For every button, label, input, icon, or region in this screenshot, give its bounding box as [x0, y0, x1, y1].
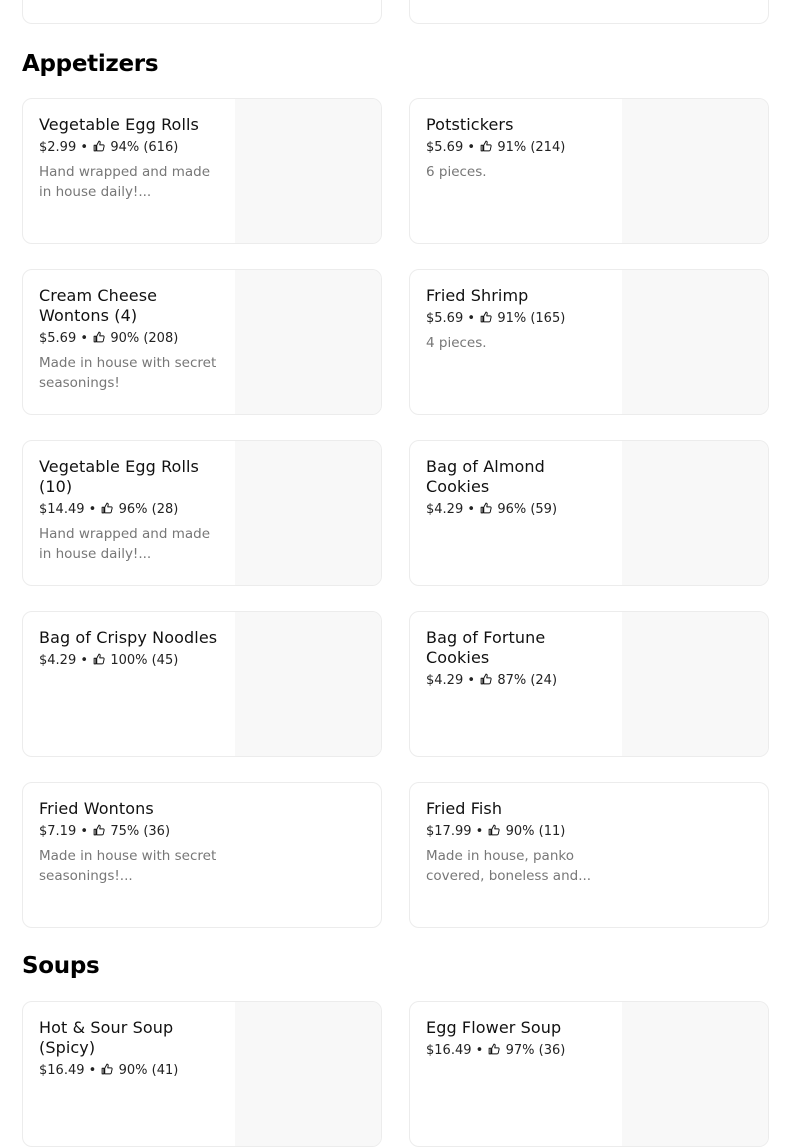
item-rating: 87% (24): [497, 673, 558, 688]
item-meta: [39, 823, 225, 840]
item-meta: [39, 330, 225, 347]
item-name: Fried Fish: [426, 799, 503, 818]
item-rating: 100% (45): [110, 653, 179, 668]
item-name: Potstickers: [426, 115, 514, 134]
item-name: Fried Shrimp: [426, 286, 529, 305]
separator-dot: •: [80, 140, 89, 155]
menu-item-card[interactable]: [409, 1001, 769, 1147]
item-meta: [426, 139, 612, 156]
thumbs-up-icon: [480, 311, 492, 323]
item-description: 6 pieces.: [426, 164, 487, 180]
item-name: Vegetable Egg Rolls (10): [39, 457, 199, 496]
separator-dot: •: [467, 673, 476, 688]
thumbs-up-icon: [480, 140, 492, 152]
item-image: [235, 99, 381, 243]
thumbs-up-icon: [480, 673, 492, 685]
menu-item-text: [39, 799, 225, 886]
item-rating: 90% (41): [118, 1063, 179, 1078]
item-price: $14.49: [39, 502, 85, 517]
menu-item-text: [39, 115, 225, 202]
item-description: Hand wrapped and made in house daily!...: [39, 164, 210, 200]
item-price: $5.69: [426, 311, 464, 326]
item-price: $4.29: [39, 653, 77, 668]
section-title: Appetizers: [22, 51, 159, 77]
item-description: Made in house with secret seasonings!...: [39, 848, 217, 884]
menu-item-card[interactable]: [22, 98, 382, 244]
thumbs-up-icon: [101, 502, 113, 514]
item-meta: [426, 672, 612, 689]
item-image: [235, 441, 381, 585]
separator-dot: •: [475, 824, 484, 839]
item-image: [235, 612, 381, 756]
menu-item-card[interactable]: [409, 782, 769, 928]
item-price: $4.29: [426, 673, 464, 688]
item-name: Bag of Almond Cookies: [426, 457, 545, 496]
item-rating: 90% (11): [505, 824, 566, 839]
item-price: $5.69: [39, 331, 77, 346]
separator-dot: •: [467, 311, 476, 326]
item-image: [235, 270, 381, 414]
previous-item-card[interactable]: [409, 0, 769, 24]
item-name: Bag of Fortune Cookies: [426, 628, 546, 667]
item-description: 4 pieces.: [426, 335, 487, 351]
item-meta: [39, 139, 225, 156]
item-image: [622, 1002, 768, 1146]
item-name: Egg Flower Soup: [426, 1018, 562, 1037]
menu-item-card[interactable]: [409, 440, 769, 586]
menu-item-text: [426, 115, 612, 182]
item-rating: 90% (208): [110, 331, 179, 346]
menu-item-card[interactable]: [22, 440, 382, 586]
menu-item-card[interactable]: [409, 98, 769, 244]
item-rating: 75% (36): [110, 824, 171, 839]
item-rating: 91% (165): [497, 311, 566, 326]
item-name: Fried Wontons: [39, 799, 154, 818]
item-price: $4.29: [426, 502, 464, 517]
item-description: Made in house, panko covered, boneless and...: [426, 848, 592, 884]
item-image: [622, 270, 768, 414]
menu-item-card[interactable]: [22, 1001, 382, 1147]
separator-dot: •: [475, 1043, 484, 1058]
thumbs-up-icon: [93, 653, 105, 665]
item-price: $16.49: [426, 1043, 472, 1058]
thumbs-up-icon: [488, 1043, 500, 1055]
item-price: $7.19: [39, 824, 77, 839]
item-name: Hot & Sour Soup (Spicy): [39, 1018, 174, 1057]
item-price: $16.49: [39, 1063, 85, 1078]
separator-dot: •: [80, 824, 89, 839]
menu-item-text: [426, 286, 612, 353]
item-price: $5.69: [426, 140, 464, 155]
item-meta: [39, 1062, 225, 1079]
menu-item-card[interactable]: [409, 269, 769, 415]
item-rating: 91% (214): [497, 140, 566, 155]
thumbs-up-icon: [488, 824, 500, 836]
menu-item-card[interactable]: [22, 611, 382, 757]
item-rating: 96% (59): [497, 502, 558, 517]
item-meta: [426, 823, 612, 840]
item-description: Made in house with secret seasonings!: [39, 355, 217, 391]
thumbs-up-icon: [101, 1063, 113, 1075]
item-description: Hand wrapped and made in house daily!...: [39, 526, 210, 562]
item-image: [622, 441, 768, 585]
menu-item-card[interactable]: [22, 782, 382, 928]
item-rating: 97% (36): [505, 1043, 566, 1058]
menu-item-card[interactable]: [409, 611, 769, 757]
item-rating: 94% (616): [110, 140, 179, 155]
menu-item-card[interactable]: [22, 269, 382, 415]
thumbs-up-icon: [93, 331, 105, 343]
item-name: Vegetable Egg Rolls: [39, 115, 199, 134]
thumbs-up-icon: [93, 140, 105, 152]
menu-item-text: [426, 799, 612, 886]
menu-item-text: [39, 1018, 225, 1079]
item-meta: [426, 501, 612, 518]
item-name: Cream Cheese Wontons (4): [39, 286, 158, 325]
item-rating: 96% (28): [118, 502, 179, 517]
separator-dot: •: [467, 502, 476, 517]
item-price: $17.99: [426, 824, 472, 839]
menu-item-text: [426, 457, 612, 518]
separator-dot: •: [88, 502, 97, 517]
separator-dot: •: [467, 140, 476, 155]
item-meta: [426, 1042, 612, 1059]
section-title: Soups: [22, 953, 100, 979]
menu-item-text: [39, 457, 225, 564]
menu-item-text: [426, 628, 612, 689]
previous-item-card[interactable]: [22, 0, 382, 24]
separator-dot: •: [80, 331, 89, 346]
menu-item-text: [39, 628, 225, 669]
thumbs-up-icon: [93, 824, 105, 836]
item-meta: [39, 501, 225, 518]
item-meta: [426, 310, 612, 327]
item-name: Bag of Crispy Noodles: [39, 628, 218, 647]
item-image: [235, 1002, 381, 1146]
menu-item-text: [426, 1018, 612, 1059]
item-price: $2.99: [39, 140, 77, 155]
separator-dot: •: [88, 1063, 97, 1078]
separator-dot: •: [80, 653, 89, 668]
thumbs-up-icon: [480, 502, 492, 514]
item-image: [622, 612, 768, 756]
item-meta: [39, 652, 225, 669]
item-image: [622, 99, 768, 243]
menu-item-text: [39, 286, 225, 393]
